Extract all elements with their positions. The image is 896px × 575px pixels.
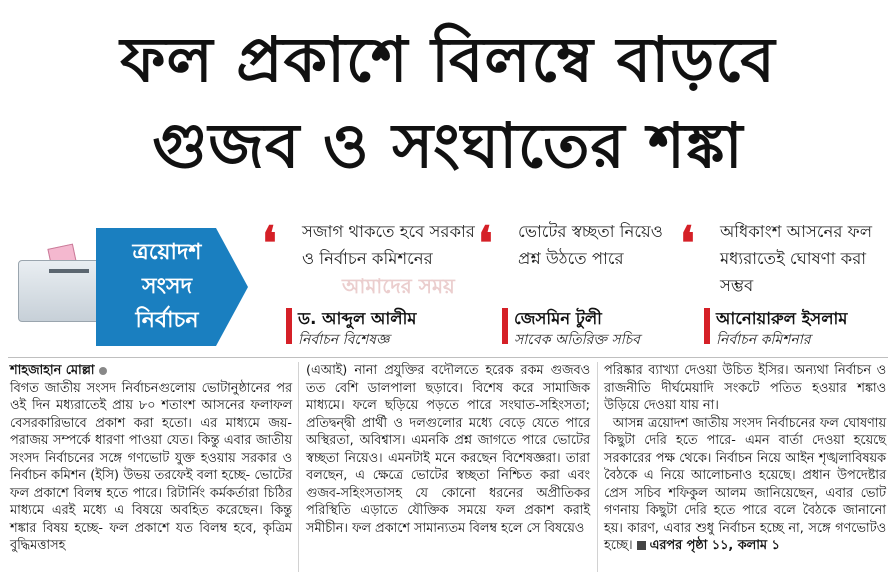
article-column-3 — [604, 362, 886, 555]
quote-accent-bar — [502, 308, 508, 344]
banner-line-3: নির্বাচন — [135, 308, 199, 333]
continued-link[interactable]: এরপর পৃষ্ঠা ১১, কলাম ১ — [649, 538, 780, 553]
quote-text: ভোটের স্বচ্ছতা নিয়েও প্রশ্ন উঠতে পারে — [518, 222, 663, 268]
banner-line-1: ত্রয়োদশ — [132, 240, 202, 265]
quote-mark-icon: ❛ — [262, 216, 277, 270]
byline: শাহজাহান মোল্লা — [10, 363, 95, 378]
quote-mark-icon: ❛ — [680, 216, 695, 270]
newspaper-watermark: আমাদের সময় — [342, 274, 455, 298]
quote-3 — [680, 218, 890, 350]
quote-author-name: আনোয়ারুল ইসলাম — [716, 309, 848, 328]
section-divider — [8, 357, 888, 358]
article-paragraph: আসন্ন ত্রয়োদশ জাতীয় সংসদ নির্বাচনের ফল ঘোষণায় কিছুটা দেরি হতে পারে- এমন বার্তা দেওয়া হয়েছে সরকারের পক্ষ থেকে। নির্বাচন নিয়ে আইন শৃঙ্খলাবিষয়ক বৈঠকে এ নিয়ে আলোচনাও হয়েছে। প্রধান উপদেষ্টার প্রেস সচিব শফিকুল আলম জানিয়েছেন, এবার ভোট গণনায় কিছুটা দেরি হতে পারে বলে বৈঠকে জানানো হয়। কারণ, এবার শুধু নির্বাচন হচ্ছে না, সঙ্গে গণভোটও হচ্ছে। — [604, 415, 886, 553]
article-column-2 — [306, 362, 590, 537]
quote-text: সজাগ থাকতে হবে সরকার ও নির্বাচন কমিশনের — [302, 222, 475, 268]
article-paragraph: বিগত জাতীয় সংসদ নির্বাচনগুলোয় ভোটানুষ্ঠানের পর ওই দিন মধ্যরাতেই প্রায় ৮০ শতাংশ আসনের ফলাফল বেসরকারিভাবে প্রকাশ করা হতো। এর মাধ্যমে জয়-পরাজয় সম্পর্কে ধারণা পাওয়া যেত। কিন্তু এবার জাতীয় সংসদ নির্বাচনের সঙ্গে গণভোট যুক্ত হওয়ায় সরকার ও নির্বাচন কমিশন (ইসি) উভয় তরফেই বলা হচ্ছে- ভোটের ফল প্রকাশে বিলম্ব হতে পারে। রিটার্নিং কর্মকর্তারা চিঠির মাধ্যমে এরই মধ্যে এ বিষয়ে অবহিত করেছেন। কিন্তু শঙ্কার বিষয় হচ্ছে- ফল প্রকাশে যত বিলম্ব হবে, কৃত্রিম বুদ্ধিমত্তাসহ — [10, 380, 292, 553]
quote-mark-icon: ❛ — [478, 216, 493, 270]
quote-author-name: ড. আব্দুল আলীম — [298, 309, 417, 328]
article-paragraph: (এআই) নানা প্রযুক্তির বদৌলতে হরেক রকম গুজবও তত বেশি ডালপালা ছড়াবে। বিশেষ করে সামাজিক মাধ্যমে। ফলে ছড়িয়ে পড়তে পারে সংঘাত-সহিংসতা; প্রতিদ্বন্দ্বী প্রার্থী ও দলগুলোর মধ্যে বেড়ে যেতে পারে অস্থিরতা, অবিশ্বাস। এমনকি প্রশ্ন জাগতে পারে ভোটের স্বচ্ছতা নিয়েও। এমনটাই মনে করছেন বিশেষজ্ঞরা। তারা বলছেন, এ ক্ষেত্রে ভোটের স্বচ্ছতা নিশ্চিত করা এবং গুজব-সহিংসতাসহ যে কোনো ধরনের অপ্রীতিকর পরিস্থিতি এড়াতে যৌক্তিক সময়ে ফল প্রকাশ করাই সমীচীন। ফল প্রকাশে সামান্যতম বিলম্ব হলে সে বিষয়েও — [306, 363, 590, 536]
continued-marker-icon — [637, 541, 646, 550]
quote-author-role: সাবেক অতিরিক্ত সচিব — [514, 332, 640, 348]
quote-accent-bar — [704, 308, 710, 344]
headline-line-1: ফল প্রকাশে বিলম্বে বাড়বে — [120, 23, 776, 96]
quote-accent-bar — [286, 308, 292, 344]
article-paragraph: পরিষ্কার ব্যাখ্যা দেওয়া উচিত ইসির। অন্যথা নির্বাচন ও রাজনীতি দীর্ঘমেয়াদি সংকটে পতিত হওয়ার শঙ্কাও উড়িয়ে দেওয়া যায় না। — [604, 363, 886, 413]
quote-author-name: জেসমিন টুলী — [514, 309, 602, 328]
headline-line-2: গুজব ও সংঘাতের শঙ্কা — [152, 109, 744, 182]
quote-2 — [478, 218, 678, 350]
byline-dot-icon — [99, 367, 107, 375]
column-rule — [298, 362, 299, 572]
quote-author-role: নির্বাচন বিশেষজ্ঞ — [298, 332, 390, 348]
banner-line-2: সংসদ — [141, 274, 193, 299]
quote-author-role: নির্বাচন কমিশনার — [716, 332, 811, 348]
quote-text: অধিকাংশ আসনের ফল মধ্যরাতেই ঘোষণা করা সম্ভব — [720, 222, 872, 295]
column-rule — [597, 362, 598, 572]
article-column-1 — [10, 362, 292, 555]
